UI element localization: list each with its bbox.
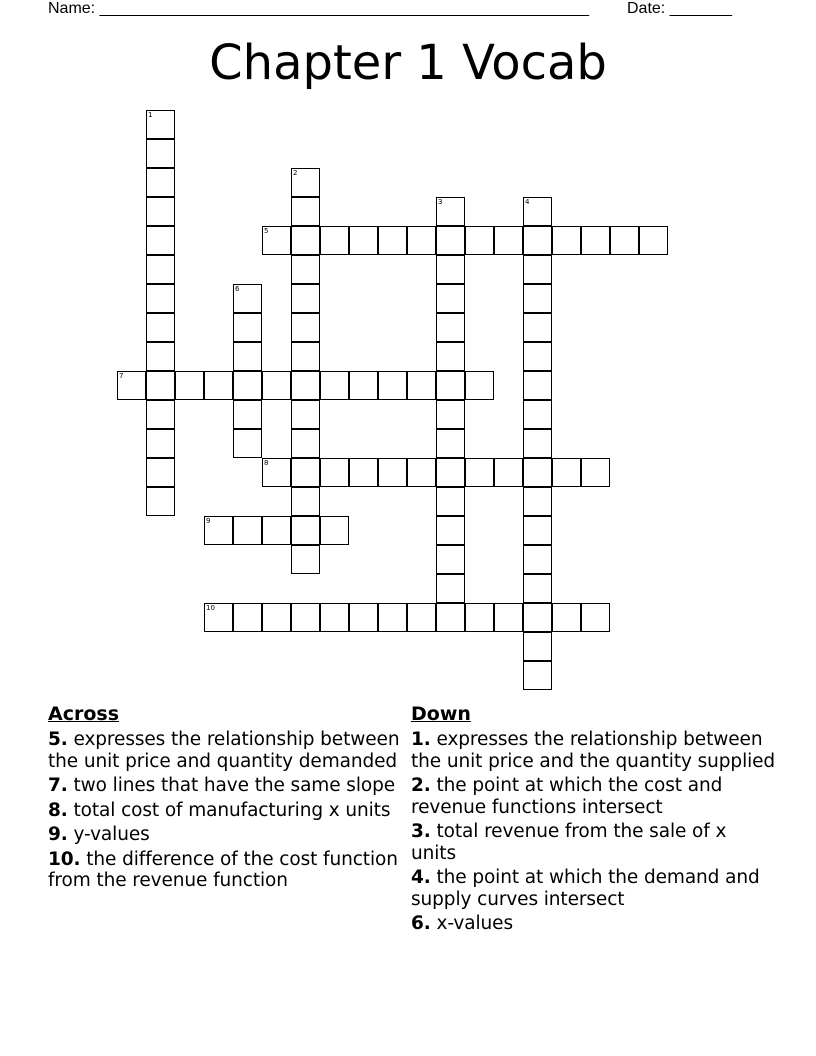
crossword-cell[interactable] bbox=[291, 400, 320, 429]
crossword-cell[interactable] bbox=[407, 371, 436, 400]
crossword-cell[interactable] bbox=[146, 487, 175, 516]
crossword-cell[interactable] bbox=[436, 342, 465, 371]
crossword-cell[interactable] bbox=[146, 371, 175, 400]
crossword-cell[interactable] bbox=[523, 313, 552, 342]
crossword-cell[interactable] bbox=[320, 371, 349, 400]
crossword-cell[interactable] bbox=[523, 400, 552, 429]
crossword-cell[interactable] bbox=[349, 371, 378, 400]
crossword-cell[interactable] bbox=[349, 458, 378, 487]
date-field-label: Date: _______ bbox=[627, 0, 732, 17]
crossword-cell[interactable] bbox=[320, 226, 349, 255]
crossword-cell[interactable] bbox=[233, 342, 262, 371]
crossword-cell[interactable] bbox=[349, 226, 378, 255]
clue-text: the point at which the cost and revenue functions intersect bbox=[411, 775, 723, 818]
down-heading: Down bbox=[411, 703, 471, 725]
crossword-cell[interactable] bbox=[175, 371, 204, 400]
crossword-cell[interactable] bbox=[436, 255, 465, 284]
crossword-cell[interactable] bbox=[233, 371, 262, 400]
crossword-cell[interactable] bbox=[436, 371, 465, 400]
crossword-cell[interactable] bbox=[436, 429, 465, 458]
clue-text: the point at which the demand and supply curves intersect bbox=[411, 867, 760, 910]
crossword-cell[interactable] bbox=[436, 603, 465, 632]
clue-text: two lines that have the same slope bbox=[67, 775, 396, 796]
cell-number: 7 bbox=[119, 372, 124, 380]
crossword-cell[interactable] bbox=[146, 110, 175, 139]
crossword-cell[interactable] bbox=[146, 342, 175, 371]
crossword-cell[interactable] bbox=[291, 371, 320, 400]
cell-number: 9 bbox=[206, 517, 211, 525]
crossword-cell[interactable] bbox=[291, 168, 320, 197]
clue-down-1 bbox=[411, 729, 776, 772]
crossword-cell[interactable] bbox=[523, 574, 552, 603]
cell-number: 3 bbox=[438, 198, 443, 206]
crossword-cell[interactable] bbox=[436, 487, 465, 516]
crossword-cell[interactable] bbox=[523, 284, 552, 313]
crossword-cell[interactable] bbox=[523, 197, 552, 226]
clue-text: expresses the relationship between the unit price and the quantity supplied bbox=[411, 729, 776, 772]
clue-number: 4. bbox=[411, 867, 431, 888]
crossword-cell[interactable] bbox=[523, 661, 552, 690]
clue-number: 3. bbox=[411, 821, 431, 842]
clue-text: expresses the relationship between the unit price and quantity demanded bbox=[48, 729, 400, 772]
clue-down-2 bbox=[411, 775, 776, 818]
across-clues bbox=[48, 703, 413, 895]
crossword-cell[interactable] bbox=[494, 226, 523, 255]
crossword-cell[interactable] bbox=[407, 226, 436, 255]
crossword-cell[interactable] bbox=[465, 458, 494, 487]
crossword-cell[interactable] bbox=[320, 603, 349, 632]
crossword-cell[interactable] bbox=[320, 516, 349, 545]
crossword-cell[interactable] bbox=[204, 603, 233, 632]
crossword-cell[interactable] bbox=[523, 226, 552, 255]
crossword-cell[interactable] bbox=[349, 603, 378, 632]
clue-text: x-values bbox=[430, 913, 513, 934]
crossword-cell[interactable] bbox=[552, 603, 581, 632]
clue-number: 8. bbox=[48, 799, 68, 821]
crossword-cell[interactable] bbox=[291, 255, 320, 284]
crossword-cell[interactable] bbox=[523, 255, 552, 284]
clue-text: the difference of the cost function from the revenue function bbox=[48, 848, 398, 891]
crossword-cell[interactable] bbox=[320, 458, 349, 487]
cell-number: 6 bbox=[235, 285, 240, 293]
crossword-cell[interactable] bbox=[291, 516, 320, 545]
crossword-cell[interactable] bbox=[233, 400, 262, 429]
cell-number: 1 bbox=[148, 111, 153, 119]
clue-number: 7. bbox=[48, 775, 68, 796]
crossword-cell[interactable] bbox=[262, 371, 291, 400]
crossword-cell[interactable] bbox=[146, 168, 175, 197]
cell-number: 4 bbox=[525, 198, 530, 206]
crossword-cell[interactable] bbox=[523, 342, 552, 371]
clue-across-7 bbox=[48, 775, 413, 797]
crossword-cell[interactable] bbox=[436, 197, 465, 226]
crossword-cell[interactable] bbox=[233, 603, 262, 632]
crossword-cell[interactable] bbox=[233, 429, 262, 458]
crossword-cell[interactable] bbox=[146, 226, 175, 255]
crossword-cell[interactable] bbox=[262, 226, 291, 255]
crossword-cell[interactable] bbox=[523, 516, 552, 545]
crossword-cell[interactable] bbox=[378, 371, 407, 400]
crossword-cell[interactable] bbox=[436, 458, 465, 487]
crossword-cell[interactable] bbox=[233, 284, 262, 313]
crossword-cell[interactable] bbox=[523, 632, 552, 661]
crossword-cell[interactable] bbox=[146, 313, 175, 342]
crossword-cell[interactable] bbox=[581, 226, 610, 255]
crossword-cell[interactable] bbox=[494, 458, 523, 487]
crossword-cell[interactable] bbox=[581, 603, 610, 632]
clue-down-4 bbox=[411, 867, 776, 910]
clue-down-6 bbox=[411, 913, 776, 935]
crossword-cell[interactable] bbox=[523, 603, 552, 632]
crossword-cell[interactable] bbox=[291, 545, 320, 574]
cell-number: 2 bbox=[293, 169, 298, 177]
clue-text: total cost of manufacturing x units bbox=[67, 799, 391, 821]
clue-across-8 bbox=[48, 800, 413, 822]
clue-number: 9. bbox=[48, 824, 68, 845]
crossword-cell[interactable] bbox=[436, 574, 465, 603]
clue-across-5 bbox=[48, 729, 413, 772]
cell-number: 5 bbox=[264, 227, 269, 235]
clue-across-10 bbox=[48, 849, 413, 892]
page-title: Chapter 1 Vocab bbox=[209, 35, 607, 91]
crossword-cell[interactable] bbox=[552, 458, 581, 487]
crossword-cell[interactable] bbox=[523, 487, 552, 516]
clue-text: y-values bbox=[67, 824, 150, 845]
crossword-cell[interactable] bbox=[465, 226, 494, 255]
crossword-cell[interactable] bbox=[146, 197, 175, 226]
crossword-cell[interactable] bbox=[523, 458, 552, 487]
crossword-cell[interactable] bbox=[291, 429, 320, 458]
crossword-cell[interactable] bbox=[552, 226, 581, 255]
crossword-cell[interactable] bbox=[378, 603, 407, 632]
down-clues bbox=[411, 703, 776, 938]
crossword-cell[interactable] bbox=[291, 487, 320, 516]
clue-number: 1. bbox=[411, 729, 431, 750]
crossword-cell[interactable] bbox=[436, 545, 465, 574]
cell-number: 10 bbox=[206, 604, 215, 612]
crossword-cell[interactable] bbox=[233, 516, 262, 545]
clue-text: total revenue from the sale of x units bbox=[411, 821, 727, 864]
crossword-cell[interactable] bbox=[146, 255, 175, 284]
crossword-cell[interactable] bbox=[494, 603, 523, 632]
crossword-cell[interactable] bbox=[262, 516, 291, 545]
crossword-cell[interactable] bbox=[436, 400, 465, 429]
crossword-cell[interactable] bbox=[291, 284, 320, 313]
crossword-cell[interactable] bbox=[610, 226, 639, 255]
crossword-cell[interactable] bbox=[291, 342, 320, 371]
crossword-cell[interactable] bbox=[204, 516, 233, 545]
crossword-cell[interactable] bbox=[407, 458, 436, 487]
crossword-cell[interactable] bbox=[436, 313, 465, 342]
crossword-cell[interactable] bbox=[146, 429, 175, 458]
crossword-cell[interactable] bbox=[146, 284, 175, 313]
crossword-cell[interactable] bbox=[407, 603, 436, 632]
crossword-cell[interactable] bbox=[523, 545, 552, 574]
crossword-cell[interactable] bbox=[378, 458, 407, 487]
clue-number: 10. bbox=[48, 848, 81, 870]
crossword-cell[interactable] bbox=[639, 226, 668, 255]
crossword-cell[interactable] bbox=[523, 429, 552, 458]
crossword-cell[interactable] bbox=[204, 371, 233, 400]
clue-number: 6. bbox=[411, 913, 431, 934]
across-heading: Across bbox=[48, 703, 120, 725]
crossword-cell[interactable] bbox=[291, 226, 320, 255]
crossword-cell[interactable] bbox=[465, 371, 494, 400]
clue-across-9 bbox=[48, 824, 413, 846]
name-field-label: Name: _______________________________________________________ bbox=[48, 0, 589, 17]
clue-number: 5. bbox=[48, 729, 68, 750]
crossword-cell[interactable] bbox=[436, 284, 465, 313]
crossword-cell[interactable] bbox=[291, 603, 320, 632]
crossword-cell[interactable] bbox=[146, 139, 175, 168]
crossword-cell[interactable] bbox=[233, 313, 262, 342]
crossword-cell[interactable] bbox=[291, 197, 320, 226]
crossword-cell[interactable] bbox=[291, 313, 320, 342]
crossword-cell[interactable] bbox=[262, 603, 291, 632]
cell-number: 8 bbox=[264, 459, 269, 467]
crossword-cell[interactable] bbox=[262, 458, 291, 487]
crossword-cell[interactable] bbox=[146, 458, 175, 487]
clue-number: 2. bbox=[411, 775, 431, 796]
clue-down-3 bbox=[411, 821, 776, 864]
crossword-cell[interactable] bbox=[291, 458, 320, 487]
crossword-cell[interactable] bbox=[581, 458, 610, 487]
crossword-cell[interactable] bbox=[117, 371, 146, 400]
crossword-cell[interactable] bbox=[436, 516, 465, 545]
crossword-cell[interactable] bbox=[378, 226, 407, 255]
crossword-cell[interactable] bbox=[436, 226, 465, 255]
crossword-cell[interactable] bbox=[523, 371, 552, 400]
crossword-cell[interactable] bbox=[146, 400, 175, 429]
crossword-cell[interactable] bbox=[465, 603, 494, 632]
